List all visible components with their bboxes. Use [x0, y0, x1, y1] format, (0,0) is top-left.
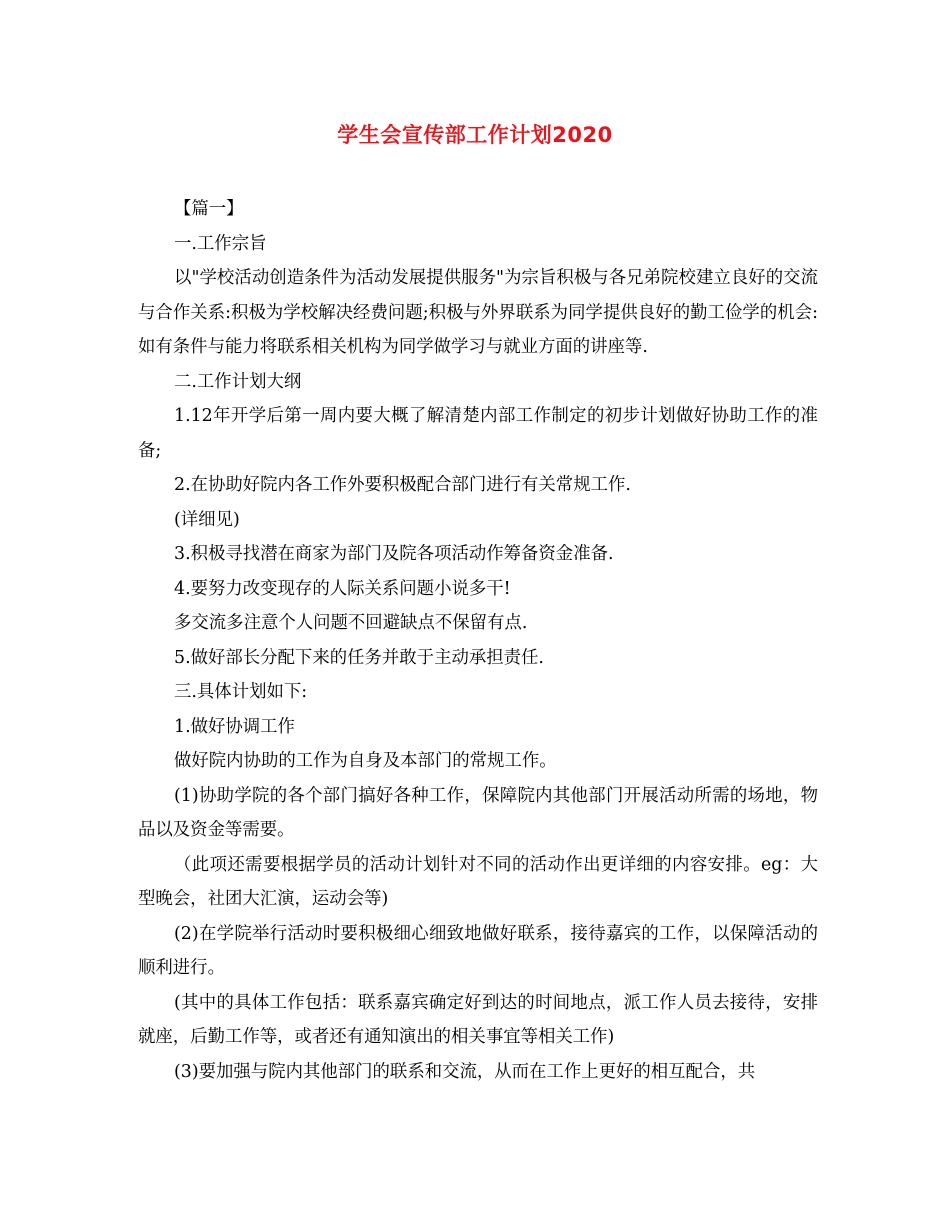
document-body — [138, 192, 818, 1089]
paragraph: (2)在学院举行活动时要积极细心细致地做好联系，接待嘉宾的工作，以保障活动的顺利进行。 — [138, 923, 818, 978]
subsection-heading: 1.做好协调工作 — [174, 716, 295, 737]
paragraph: (其中的具体工作包括：联系嘉宾确定好到达的时间地点，派工作人员去接待，安排就座，后勤工作等，或者还有通知演出的相关事宜等相关工作) — [138, 992, 818, 1047]
section-heading: 一.工作宗旨 — [174, 233, 267, 254]
section-label: 【篇一】 — [174, 199, 244, 219]
section-heading: 三.具体计划如下: — [174, 682, 308, 702]
paragraph: 多交流多注意个人问题不回避缺点不保留有点. — [174, 613, 528, 633]
document-title: 学生会宣传部工作计划2020 — [337, 123, 613, 147]
paragraph: (详细见) — [174, 509, 240, 530]
paragraph: (3)要加强与院内其他部门的联系和交流，从而在工作上更好的相互配合，共 — [174, 1061, 756, 1082]
paragraph: 3.积极寻找潜在商家为部门及院各项活动作筹备资金准备. — [174, 544, 614, 564]
paragraph: 4.要努力改变现存的人际关系问题小说多干! — [174, 578, 511, 599]
paragraph: 做好院内协助的工作为自身及本部门的常规工作。 — [174, 751, 557, 771]
section-heading: 二.工作计划大纲 — [174, 371, 302, 392]
paragraph: 2.在协助好院内各工作外要积极配合部门进行有关常规工作. — [174, 475, 631, 495]
paragraph: 以"学校活动创造条件为活动发展提供服务"为宗旨积极与各兄弟院校建立良好的交流与合作关系:积极为学校解决经费问题;积极与外界联系为同学提供良好的勤工俭学的机会:如有条件与能力将联系相关机构为同学做学习与就业方面的讲座等. — [138, 268, 818, 357]
paragraph: 5.做好部长分配下来的任务并敢于主动承担责任. — [174, 647, 544, 668]
paragraph: (1)协助学院的各个部门搞好各种工作，保障院内其他部门开展活动所需的场地，物品以及资金等需要。 — [138, 785, 818, 840]
paragraph: 1.12年开学后第一周内要大概了解清楚内部工作制定的初步计划做好协助工作的准备; — [138, 406, 818, 461]
paragraph: （此项还需要根据学员的活动计划针对不同的活动作出更详细的内容安排。eg：大型晚会，社团大汇演，运动会等) — [138, 854, 818, 909]
